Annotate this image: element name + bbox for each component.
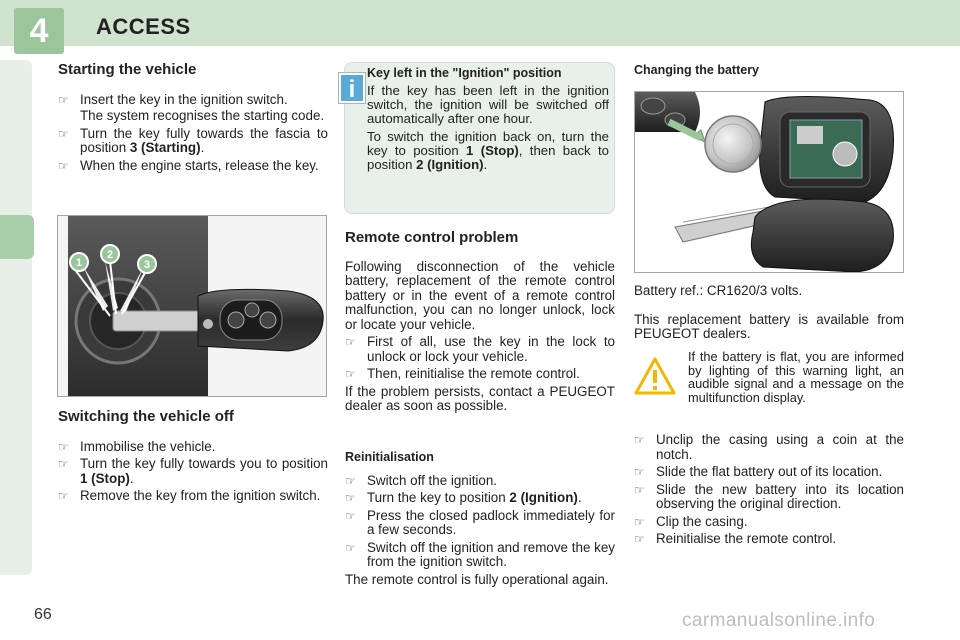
list-item: ☞ Turn the key fully towards the fascia to position 3 (Starting). (58, 125, 328, 155)
battery-warning-text: If the battery is flat, you are informed by lighting of this warning light, an audible signal and a message on the multifunction display. (688, 349, 904, 405)
reinit-section (345, 450, 615, 587)
list-item: ☞ Switch off the ignition. (345, 472, 498, 488)
bullet-icon: ☞ (58, 457, 69, 471)
list-item: ☞ Immobilise the vehicle. (58, 438, 216, 454)
remote-title: Remote control problem (345, 229, 519, 246)
list-item: ☞ Unclip the casing using a coin at the notch. (634, 432, 904, 462)
list-item: ☞ When the engine starts, release the key. (58, 157, 319, 173)
bullet-icon: ☞ (58, 158, 69, 173)
info-paragraph: To switch the ignition back on, turn the key to position 1 (Stop), then back to position 2 (Ignition). (367, 129, 609, 172)
battery-available: This replacement battery is available from PEUGEOT dealers. (634, 311, 904, 341)
list-item: ☞ Then, reinitialise the remote control. (345, 366, 580, 381)
list-item: ☞ Slide the flat battery out of its location. (634, 464, 883, 479)
ignition-key-illustration (58, 216, 327, 397)
remote-section (345, 231, 615, 414)
bullet-icon: ☞ (634, 465, 645, 479)
list-item: ☞ Turn the key to position 2 (Ignition). (345, 490, 582, 505)
svg-text:1: 1 (75, 257, 83, 269)
list-item: ☞ Clip the casing. (634, 513, 748, 529)
list-item: ☞ Press the closed padlock immediately for a few seconds. (345, 507, 615, 537)
bullet-icon: ☞ (634, 433, 645, 447)
list-item: ☞ Turn the key fully towards you to position 1 (Stop). (58, 456, 328, 486)
info-icon: i (339, 73, 365, 103)
bullet-icon: ☞ (345, 491, 356, 505)
bullet-icon: ☞ (345, 508, 356, 523)
reinit-paragraph: The remote control is fully operational again. (345, 571, 609, 587)
bullet-icon: ☞ (634, 532, 645, 546)
position-label-1 (70, 253, 88, 271)
battery-steps (634, 430, 904, 547)
page-title: ACCESS (96, 14, 191, 39)
position-label-3 (138, 255, 156, 273)
warning-icon (634, 356, 676, 396)
watermark[interactable]: carmanualsonline.info (682, 610, 876, 631)
info-paragraph: If the key has been left in the ignition switch, the ignition will be switched off automatically after one hour. (367, 83, 609, 126)
bullet-icon: ☞ (634, 514, 645, 529)
svg-text:3: 3 (143, 259, 151, 271)
bullet-icon: ☞ (58, 489, 69, 503)
chapter-tab[interactable] (0, 215, 34, 259)
bullet-icon: ☞ (58, 92, 69, 107)
switching-section (58, 410, 328, 504)
battery-text (634, 281, 904, 342)
left-rail (0, 60, 32, 575)
remote-paragraph: Following disconnection of the vehicle battery, replacement of the remote control battery or in the event of a remote control malfunction, you can no longer unlock, lock or locate your vehicle. (345, 258, 615, 332)
battery-ref: Battery ref.: CR1620/3 volts. (634, 283, 803, 298)
remote-paragraph: If the problem persists, contact a PEUGEOT dealer as soon as possible. (345, 383, 615, 413)
bullet-icon: ☞ (345, 540, 356, 555)
list-item: ☞ Slide the new battery into its location observing the original direction. (634, 481, 904, 511)
svg-text:2: 2 (106, 249, 114, 261)
bullet-icon: ☞ (345, 367, 356, 381)
bullet-icon: ☞ (58, 439, 69, 454)
switching-title: Switching the vehicle off (58, 408, 234, 425)
battery-illustration (635, 92, 904, 273)
chapter-number: 4 (14, 8, 64, 54)
battery-title-wrap (634, 63, 904, 78)
list-item: ☞ Remove the key from the ignition switch. (58, 488, 321, 503)
position-label-2 (101, 245, 119, 263)
starting-title: Starting the vehicle (58, 61, 197, 78)
page-number: 66 (34, 606, 52, 623)
list-item: ☞ Switch off the ignition and remove the key from the ignition switch. (345, 539, 615, 569)
starting-section (58, 63, 328, 173)
list-note: The system recognises the starting code. (80, 108, 325, 123)
bullet-icon: ☞ (58, 126, 69, 141)
battery-title: Changing the battery (634, 63, 760, 77)
battery-photo (634, 91, 904, 273)
bullet-icon: ☞ (634, 482, 645, 497)
list-item: ☞ Reinitialise the remote control. (634, 531, 837, 546)
ignition-key-photo (57, 215, 327, 397)
reinit-title: Reinitialisation (345, 450, 434, 464)
info-content (367, 66, 609, 172)
list-item: ☞ First of all, use the key in the lock to unlock or lock your vehicle. (345, 334, 615, 364)
bullet-icon: ☞ (345, 473, 356, 488)
info-title: Key left in the "Ignition" position (367, 66, 562, 80)
bullet-icon: ☞ (345, 335, 356, 349)
list-item: ☞ Insert the key in the ignition switch. (58, 91, 288, 107)
